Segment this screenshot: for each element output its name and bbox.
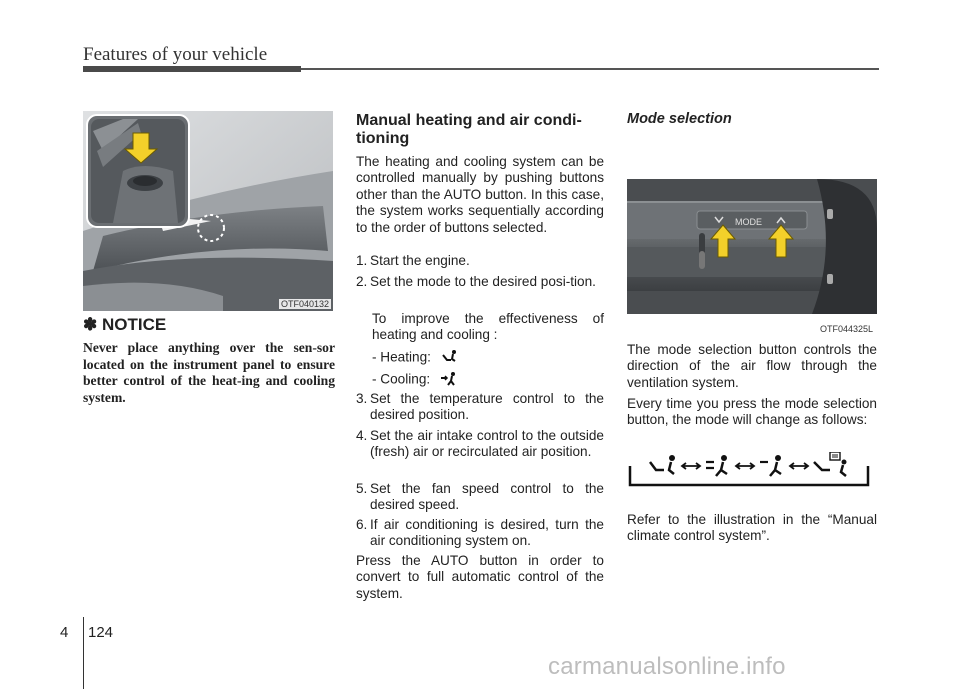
step-text: Set the temperature control to the desired position. [370, 391, 604, 423]
floor-mode-icon [441, 349, 459, 367]
step-text: Set the air intake control to the outside (fresh) air or recirculated air position. [370, 428, 604, 460]
step-text: Set the fan speed control to the desired speed. [370, 481, 604, 513]
step-note: To improve the effectiveness of heating and cooling : [372, 311, 604, 343]
intro-paragraph: The heating and cooling system can be controlled manually by pushing buttons other than the AUTO button. In this case, the system works sequentially according to the order of buttons selected. [356, 154, 604, 235]
footer-divider [83, 617, 84, 689]
watermark-text: carmanualsonline.info [548, 653, 786, 680]
notice-body: Never place anything over the sen-sor located on the instrument panel to ensure better control of the heat-ing and cooling system. [83, 340, 335, 405]
header-rule-thin [301, 68, 879, 70]
step-item [356, 517, 604, 550]
step-item [356, 274, 604, 290]
floor-mode-icon [760, 455, 781, 476]
closing-paragraph: Press the AUTO button in order to convert to full automatic control of the system. [356, 553, 604, 601]
step-number: 6. [356, 517, 368, 532]
running-header-title: Features of your vehicle [83, 44, 268, 65]
bi-level-mode-icon [706, 455, 727, 476]
cooling-row [372, 371, 606, 389]
mode-sequence-diagram [628, 452, 872, 494]
notice-title: ✽ NOTICE [83, 315, 167, 334]
mode-cycle-illustration [628, 452, 872, 494]
double-arrow-icon [682, 463, 700, 469]
mode-paragraph-3: Refer to the illustration in the “Manual climate control system”. [627, 512, 877, 544]
figure-code: OTF040132 [280, 299, 329, 309]
page-number: 124 [88, 624, 114, 641]
step-item [356, 391, 604, 424]
step-item [356, 481, 604, 514]
floor-defrost-mode-icon [814, 452, 847, 476]
step-item [356, 428, 604, 461]
header-rule-thick [83, 66, 301, 72]
mode-button-photo [627, 139, 877, 336]
mode-paragraph-1: The mode selection button controls the direction of the air flow through the ventilation system. [627, 342, 877, 390]
mode-selection-heading: Mode selection [627, 111, 732, 127]
heating-row [372, 349, 606, 367]
double-arrow-icon [790, 463, 808, 469]
step-item [356, 253, 604, 269]
mode-button-illustration [627, 139, 877, 336]
figure-code: OTF044325L [819, 324, 873, 334]
step-number: 1. [356, 253, 368, 268]
face-mode-icon [440, 371, 458, 389]
heating-label: - Heating: [372, 349, 431, 365]
step-number: 2. [356, 274, 368, 289]
step-number: 5. [356, 481, 368, 496]
step-text: Set the mode to the desired posi-tion. [370, 274, 596, 289]
mode-paragraph-2: Every time you press the mode selection button, the mode will change as follows: [627, 396, 877, 428]
step-text: Start the engine. [370, 253, 470, 268]
cooling-label: - Cooling: [372, 371, 431, 387]
dashboard-sensor-illustration [83, 111, 333, 311]
mode-label: MODE [735, 217, 762, 227]
face-mode-icon [650, 455, 675, 474]
double-arrow-icon [736, 463, 754, 469]
chapter-number: 4 [60, 624, 69, 641]
step-text: If air conditioning is desired, turn the air conditioning system on. [370, 517, 604, 549]
dashboard-sensor-photo [83, 111, 333, 311]
step-number: 4. [356, 428, 368, 443]
section-heading: Manual heating and air condi-tioning [356, 112, 582, 147]
step-number: 3. [356, 391, 368, 406]
